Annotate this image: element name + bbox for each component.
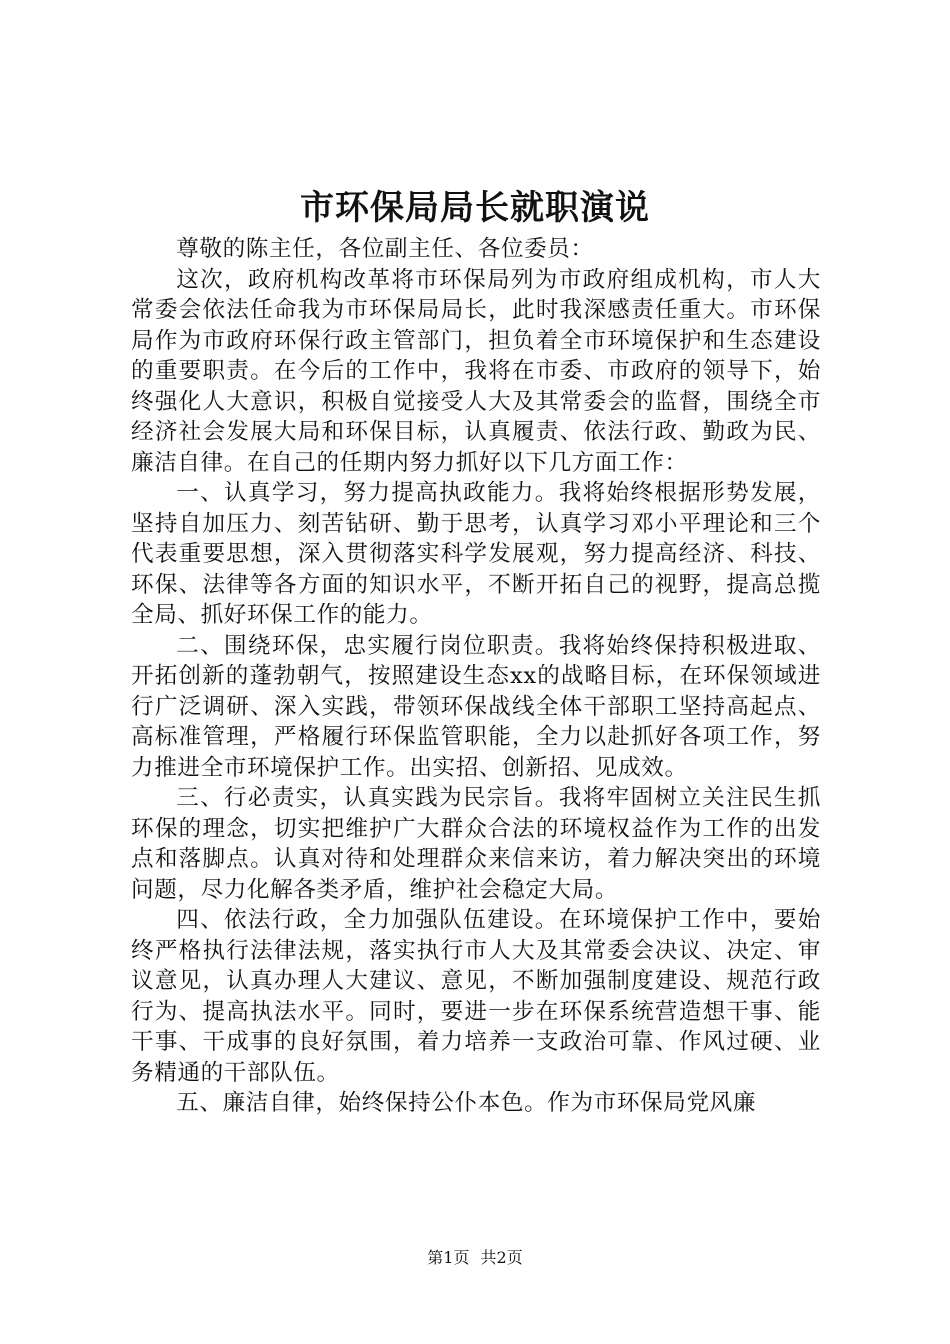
intro-paragraph: 这次，政府机构改革将市环保局列为市政府组成机构，市人大常委会依法任命我为市环保局局长，此时我深感责任重大。市环保局作为市政府环保行政主管部门，担负着全市环境保护和生态建设的重要职责。在今后的工作中，我将在市委、市政府的领导下，始终强化人大意识，积极自觉接受人大及其常委会的监督，围绕全市经济社会发展大局和环保目标，认真履责、依法行政、勤政为民、廉洁自律。在自己的任期内努力抓好以下几方面工作： xyxy=(131,266,821,476)
point-three-paragraph: 三、行必责实，认真实践为民宗旨。我将牢固树立关注民生抓环保的理念，切实把维护广大群众合法的环境权益作为工作的出发点和落脚点。认真对待和处理群众来信来访，着力解决突出的环境问题，尽力化解各类矛盾，维护社会稳定大局。 xyxy=(131,785,821,903)
document-body xyxy=(131,234,821,1119)
salutation-paragraph: 尊敬的陈主任，各位副主任、各位委员： xyxy=(176,236,594,262)
page-footer xyxy=(0,1247,950,1269)
point-five-paragraph: 五、廉洁自律，始终保持公仆本色。作为市环保局党风廉 xyxy=(176,1090,757,1116)
page-total: 共2页 xyxy=(480,1248,523,1267)
point-one-paragraph: 一、认真学习，努力提高执政能力。我将始终根据形势发展，坚持自加压力、刻苦钻研、勤于思考，认真学习邓小平理论和三个代表重要思想，深入贯彻落实科学发展观，努力提高经济、科技、环保、法律等各方面的知识水平，不断开拓自己的视野，提高总揽全局、抓好环保工作的能力。 xyxy=(131,480,821,628)
point-four-paragraph: 四、依法行政，全力加强队伍建设。在环境保护工作中，要始终严格执行法律法规，落实执行市人大及其常委会决议、决定、审议意见，认真办理人大建议、意见，不断加强制度建设、规范行政行为、提高执法水平。同时，要进一步在环保系统营造想干事、能干事、干成事的良好氛围，着力培养一支政治可靠、作风过硬、业务精通的干部队伍。 xyxy=(131,907,821,1086)
page-number: 第1页 xyxy=(427,1248,470,1267)
document-title: 市环保局局长就职演说 xyxy=(300,188,650,228)
point-two-paragraph: 二、围绕环保，忠实履行岗位职责。我将始终保持积极进取、开拓创新的蓬勃朝气，按照建设生态xx的战略目标，在环保领域进行广泛调研、深入实践，带领环保战线全体干部职工坚持高起点、高标准管理，严格履行环保监管职能，全力以赴抓好各项工作，努力推进全市环境保护工作。出实招、创新招、见成效。 xyxy=(131,632,821,781)
